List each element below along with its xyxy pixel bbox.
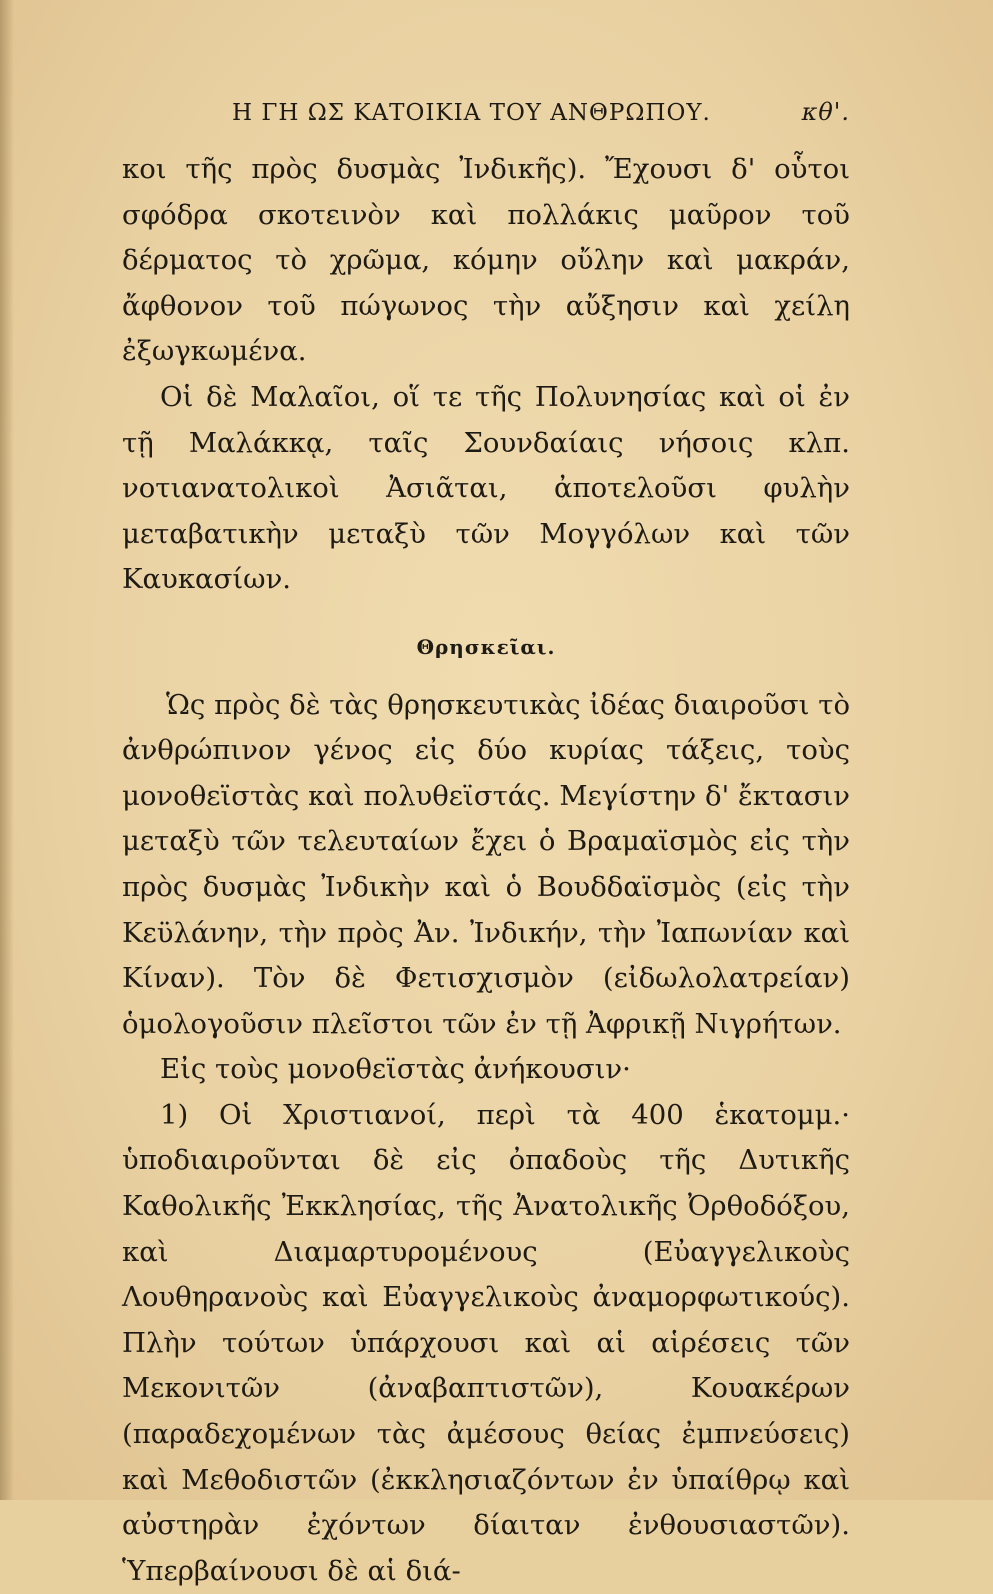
paragraph-2: Οἱ δὲ Μαλαῖοι, οἵ τε τῆς Πολυνησίας καὶ οἱ ἐν τῇ Μαλάκκᾳ, ταῖς Σουνδαίαις νήσοις κλπ. νοτιανατολικοὶ Ἀσιᾶται, ἀποτελοῦσι φυλὴν μεταβατικὴν μεταξὺ τῶν Μογγόλων καὶ τῶν Καυκασίων. — [122, 380, 850, 596]
page-edge-shadow — [0, 0, 14, 1500]
running-header — [232, 98, 850, 126]
paragraph-1: κοι τῆς πρὸς δυσμὰς Ἰνδικῆς). Ἔχουσι δ' οὗτοι σφόδρα σκοτεινὸν καὶ πολλάκις μαῦρον τοῦ δέρματος τὸ χρῶμα, κόμην οὔλην καὶ μακράν, ἄφθονον τοῦ πώγωνος τὴν αὔξησιν καὶ χείλη ἐξωγκωμένα. — [122, 153, 850, 368]
page-body — [122, 147, 850, 1594]
paragraph-3: Ὡς πρὸς δὲ τὰς θρησκευτικὰς ἰδέας διαιροῦσι τὸ ἀνθρώπινον γένος εἰς δύο κυρίας τάξεις, τοὺς μονοθεϊστὰς καὶ πολυθεϊστάς. Μεγίστην δ' ἔκτασιν μεταξὺ τῶν τελευταίων ἔχει ὁ Βραμαϊσμὸς εἰς τὴν πρὸς δυσμὰς Ἰνδικὴν καὶ ὁ Βουδδαϊσμὸς (εἰς τὴν Κεϋλάνην, τὴν πρὸς Ἀν. Ἰνδικήν, τὴν Ἰαπωνίαν καὶ Κίναν). Τὸν δὲ Φετισχισμὸν (εἰδωλολατρείαν) ὁμολογοῦσιν πλεῖστοι τῶν ἐν τῇ Ἀφρικῇ Νιγρήτων. — [122, 688, 850, 1040]
paragraph-4: Εἰς τοὺς μονοθεϊστὰς ἀνήκουσιν· — [160, 1053, 631, 1086]
section-heading: Θρησκεῖαι. — [416, 634, 556, 659]
page-number: κθ'. — [801, 98, 850, 126]
paragraph-5: 1) Οἱ Χριστιανοί, περὶ τὰ 400 ἑκατομμ.· ὑποδιαιροῦνται δὲ εἰς ὀπαδοὺς τῆς Δυτικῆς Καθολικῆς Ἐκκλησίας, τῆς Ἀνατολικῆς Ὀρθοδόξου, καὶ Διαμαρτυρομένους (Εὐαγγελικοὺς Λουθηρανοὺς καὶ Εὐαγγελικοὺς ἀναμορφωτικούς). Πλὴν τούτων ὑπάρχουσι καὶ αἱ αἱρέσεις τῶν Μεκονιτῶν (ἀναβαπτιστῶν), Κουακέρων (παραδεχομένων τὰς ἀμέσους θείας ἐμπνεύσεις) καὶ Μεθοδιστῶν (ἐκκλησιαζόντων ἐν ὑπαίθρῳ καὶ αὐστηρὰν ἐχόντων δίαιταν ἐνθουσιαστῶν). Ὑπερβαίνουσι δὲ αἱ διά- — [122, 1098, 850, 1587]
running-title: Η ΓΗ ΩΣ ΚΑΤΟΙΚΙΑ ΤΟΥ ΑΝΘΡΩΠΟΥ. — [232, 100, 711, 126]
